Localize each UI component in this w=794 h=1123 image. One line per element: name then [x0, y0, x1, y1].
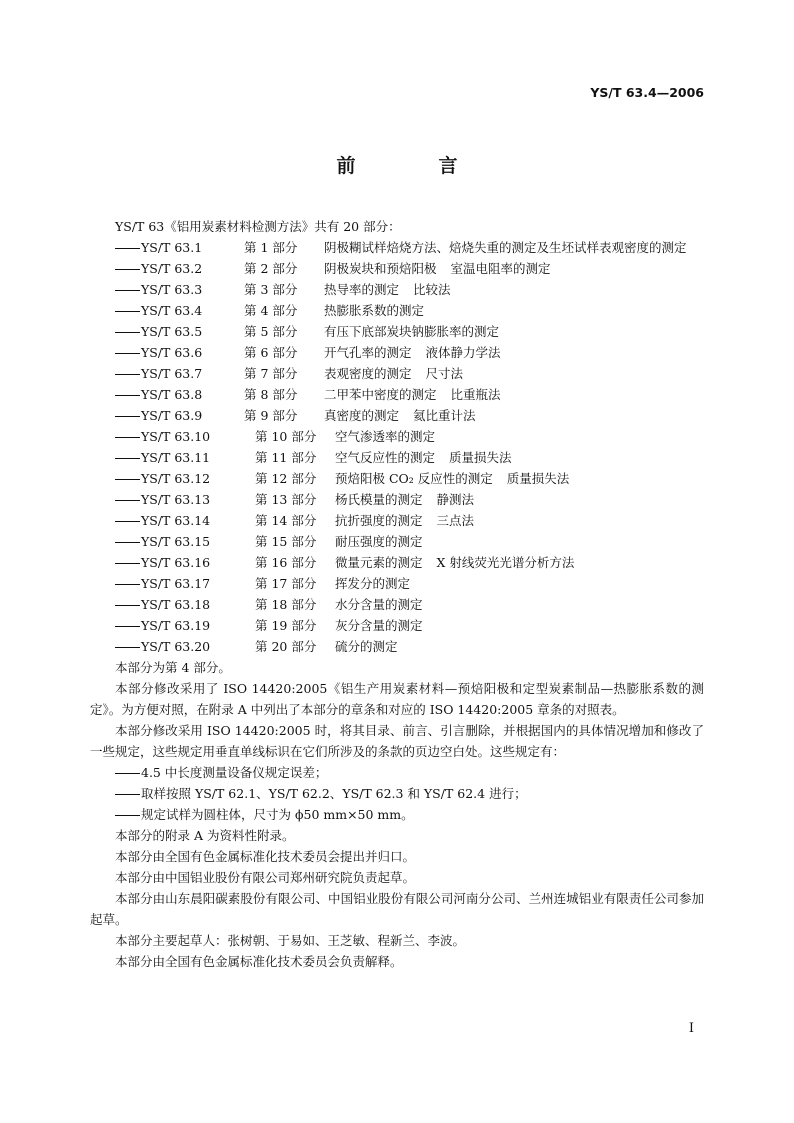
dash-mark — [115, 395, 140, 396]
part-code: YS/T 63.17 — [141, 576, 211, 591]
standard-code: YS/T 63.4—2006 — [590, 85, 704, 100]
part-number: 第 9 部分 — [244, 408, 298, 423]
part-number: 第 17 部分 — [255, 576, 317, 591]
part-method: 氦比重计法 — [413, 408, 476, 423]
dash-mark — [115, 458, 140, 459]
dash-mark — [115, 290, 140, 291]
dash-mark — [115, 374, 140, 375]
part-method: 比重瓶法 — [450, 387, 501, 402]
dash-mark — [115, 500, 140, 501]
part-list-item — [90, 468, 704, 489]
page-title: 前 言 — [336, 155, 490, 177]
part-code: YS/T 63.11 — [141, 450, 211, 465]
part-code: YS/T 63.13 — [141, 492, 211, 507]
part-code: YS/T 63.10 — [141, 429, 211, 444]
dash-mark — [115, 815, 140, 816]
part-code: YS/T 63.14 — [141, 513, 211, 528]
part-name: 开气孔率的测定 — [324, 345, 412, 360]
part-list-item — [90, 258, 704, 279]
part-method: 静测法 — [436, 492, 475, 507]
part-number: 第 10 部分 — [255, 429, 317, 444]
part-name: 耐压强度的测定 — [335, 534, 423, 549]
part-number: 第 5 部分 — [244, 324, 298, 339]
part-number: 第 18 部分 — [255, 597, 317, 612]
part-list-item — [90, 636, 704, 657]
part-list-item — [90, 573, 704, 594]
dash-mark — [115, 626, 140, 627]
part-name: 预焙阳极 CO₂ 反应性的测定 — [335, 471, 493, 486]
part-method: X 射线荧光光谱分析方法 — [436, 555, 575, 570]
part-code: YS/T 63.19 — [141, 618, 211, 633]
part-code: YS/T 63.2 — [141, 261, 203, 276]
part-code: YS/T 63.18 — [141, 597, 211, 612]
modification-list — [90, 762, 704, 825]
participating-orgs-paragraph: 本部分由山东晨阳碳素股份有限公司、中国铝业股份有限公司河南分公司、兰州连城铝业有限责任公司参加起草。 — [90, 891, 704, 927]
part-list-item — [90, 531, 704, 552]
this-part-paragraph: 本部分为第 4 部分。 — [115, 660, 231, 675]
part-name: 表观密度的测定 — [324, 366, 412, 381]
dash-mark — [115, 416, 140, 417]
foreword-body — [90, 216, 704, 972]
dash-mark — [115, 311, 140, 312]
part-number: 第 14 部分 — [255, 513, 317, 528]
interpretation-paragraph: 本部分由全国有色金属标准化技术委员会负责解释。 — [115, 954, 403, 969]
part-code: YS/T 63.8 — [141, 387, 203, 402]
part-number: 第 15 部分 — [255, 534, 317, 549]
annex-paragraph: 本部分的附录 A 为资料性附录。 — [115, 828, 295, 843]
part-code: YS/T 63.12 — [141, 471, 211, 486]
dash-mark — [115, 563, 140, 564]
part-code: YS/T 63.7 — [141, 366, 203, 381]
part-name: 真密度的测定 — [324, 408, 400, 423]
page-number: I — [688, 1021, 694, 1036]
part-number: 第 1 部分 — [244, 240, 298, 255]
part-name: 杨氏模量的测定 — [335, 492, 423, 507]
modification-item: 规定试样为圆柱体，尺寸为 ϕ50 mm×50 mm。 — [90, 804, 704, 825]
part-list-item — [90, 237, 704, 258]
part-name: 阴极炭块和预焙阳极 — [324, 261, 437, 276]
part-code: YS/T 63.5 — [141, 324, 203, 339]
part-number: 第 19 部分 — [255, 618, 317, 633]
dash-mark — [115, 584, 140, 585]
part-name: 二甲苯中密度的测定 — [324, 387, 437, 402]
part-list-item — [90, 342, 704, 363]
part-code: YS/T 63.3 — [141, 282, 203, 297]
part-method: 液体静力学法 — [425, 345, 501, 360]
parts-list — [90, 237, 704, 657]
part-code: YS/T 63.20 — [141, 639, 211, 654]
part-list-item — [90, 405, 704, 426]
part-name: 灰分含量的测定 — [335, 618, 423, 633]
part-code: YS/T 63.6 — [141, 345, 203, 360]
part-name: 热导率的测定 — [324, 282, 400, 297]
dash-mark — [115, 521, 140, 522]
dash-mark — [115, 248, 140, 249]
intro-paragraph: YS/T 63《铝用炭素材料检测方法》共有 20 部分： — [115, 219, 401, 234]
part-method: 室温电阻率的测定 — [450, 261, 551, 276]
part-list-item — [90, 300, 704, 321]
part-list-item — [90, 321, 704, 342]
part-number: 第 16 部分 — [255, 555, 317, 570]
dash-mark — [115, 542, 140, 543]
part-list-item — [90, 615, 704, 636]
part-method: 质量损失法 — [449, 450, 512, 465]
modification-paragraph: 本部分修改采用 ISO 14420:2005 时，将其目录、前言、引言删除，并根据国内的具体情况增加和修改了一些规定，这些规定用垂直单线标识在它们所涉及的条款的页边空白处。这些规定有： — [90, 723, 704, 759]
part-number: 第 4 部分 — [244, 303, 298, 318]
part-name: 有压下底部炭块钠膨胀率的测定 — [324, 324, 500, 339]
part-code: YS/T 63.4 — [141, 303, 203, 318]
proposer-paragraph: 本部分由全国有色金属标准化技术委员会提出并归口。 — [115, 849, 416, 864]
part-method: 质量损失法 — [506, 471, 570, 486]
part-list-item — [90, 594, 704, 615]
part-name: 空气反应性的测定 — [335, 450, 436, 465]
part-number: 第 11 部分 — [255, 450, 317, 465]
modification-item: 4.5 中长度测量设备仪规定误差； — [90, 762, 704, 783]
part-name: 抗折强度的测定 — [335, 513, 423, 528]
dash-mark — [115, 437, 140, 438]
part-method: 尺寸法 — [425, 366, 464, 381]
part-name: 硫分的测定 — [335, 639, 398, 654]
dash-mark — [115, 794, 140, 795]
part-list-item — [90, 552, 704, 573]
part-method: 三点法 — [436, 513, 475, 528]
part-name: 挥发分的测定 — [335, 576, 411, 591]
part-list-item — [90, 426, 704, 447]
part-number: 第 8 部分 — [244, 387, 298, 402]
part-code: YS/T 63.1 — [141, 240, 203, 255]
part-code: YS/T 63.16 — [141, 555, 211, 570]
part-name: 微量元素的测定 — [335, 555, 423, 570]
part-list-item — [90, 363, 704, 384]
part-list-item — [90, 447, 704, 468]
part-number: 第 12 部分 — [255, 471, 317, 486]
part-code: YS/T 63.15 — [141, 534, 211, 549]
part-list-item — [90, 279, 704, 300]
part-number: 第 20 部分 — [255, 639, 317, 654]
part-list-item — [90, 384, 704, 405]
dash-mark — [115, 332, 140, 333]
part-code: YS/T 63.9 — [141, 408, 203, 423]
part-name: 空气渗透率的测定 — [335, 429, 436, 444]
iso-paragraph: 本部分修改采用了 ISO 14420:2005《铝生产用炭素材料—预焙阳极和定型炭素制品—热膨胀系数的测定》。为方便对照，在附录 A 中列出了本部分的章条和对应的 ISO 14420:2005 章条的对照表。 — [90, 681, 704, 717]
part-number: 第 6 部分 — [244, 345, 298, 360]
part-list-item — [90, 489, 704, 510]
part-list-item — [90, 510, 704, 531]
dash-mark — [115, 269, 140, 270]
dash-mark — [115, 479, 140, 480]
part-name: 阴极糊试样焙烧方法、焙烧失重的测定及生坯试样表观密度的测定 — [324, 240, 687, 255]
part-number: 第 2 部分 — [244, 261, 298, 276]
drafter-paragraph: 本部分由中国铝业股份有限公司郑州研究院负责起草。 — [115, 870, 416, 885]
part-method: 比较法 — [413, 282, 451, 297]
dash-mark — [115, 353, 140, 354]
part-number: 第 3 部分 — [244, 282, 298, 297]
part-number: 第 7 部分 — [244, 366, 298, 381]
part-name: 热膨胀系数的测定 — [324, 303, 425, 318]
modification-item: 取样按照 YS/T 62.1、YS/T 62.2、YS/T 62.3 和 YS/T 62.4 进行； — [90, 783, 704, 804]
dash-mark — [115, 647, 140, 648]
dash-mark — [115, 605, 140, 606]
dash-mark — [115, 773, 140, 774]
part-number: 第 13 部分 — [255, 492, 317, 507]
part-name: 水分含量的测定 — [335, 597, 423, 612]
main-drafters-paragraph: 本部分主要起草人：张树朝、于易如、王芝敏、程新兰、李波。 — [115, 933, 466, 948]
